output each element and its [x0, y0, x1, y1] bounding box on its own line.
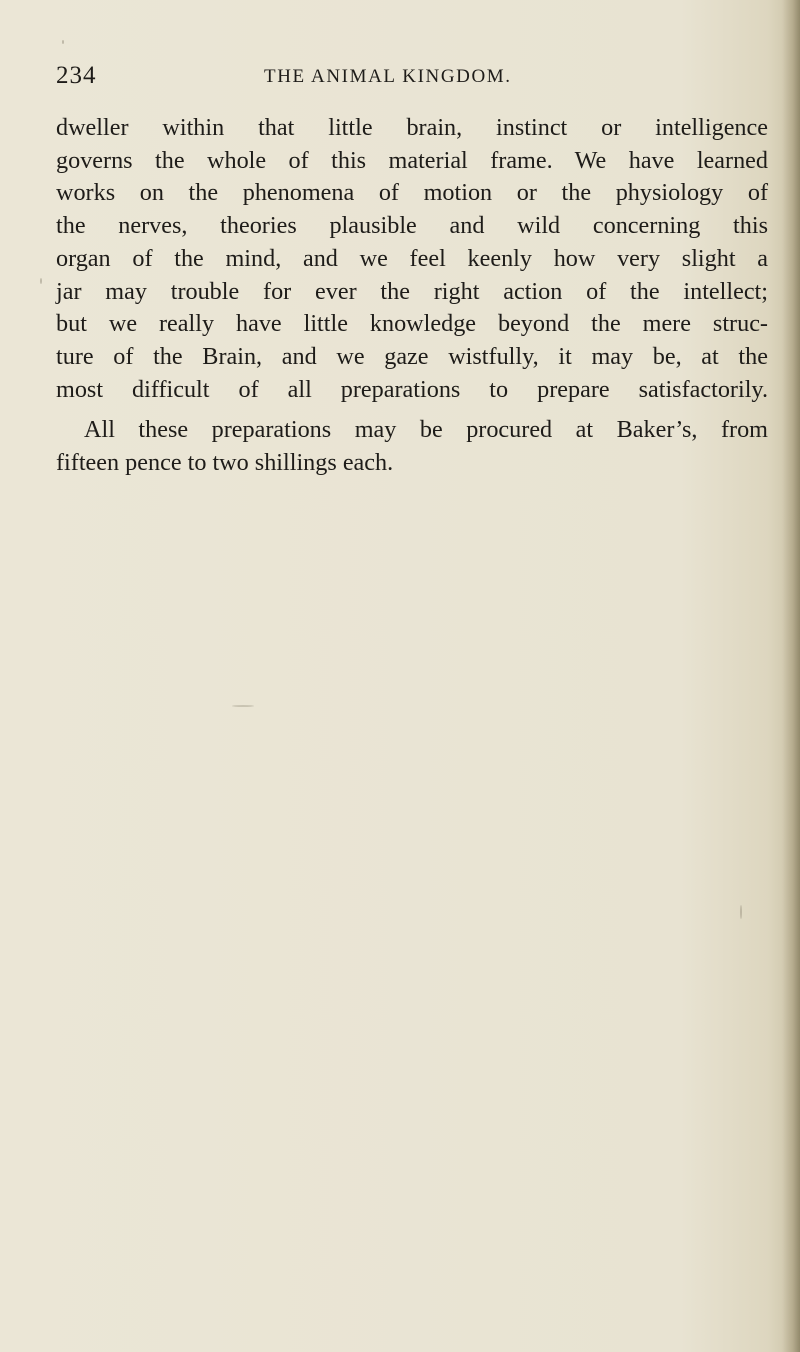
- text-line: governs the whole of this material frame. We have learned: [56, 146, 768, 174]
- page-edge-shadow: [782, 0, 800, 1352]
- text-line: works on the phenomena of motion or the physiology of: [56, 179, 768, 207]
- body-text: [56, 112, 768, 480]
- text-line: ture of the Brain, and we gaze wistfully, it may be, at the: [56, 342, 768, 370]
- text-line: most difficult of all preparations to prepare satisfactorily.: [56, 375, 768, 403]
- paper-speck: [62, 40, 64, 44]
- running-title: THE ANIMAL KINGDOM.: [264, 66, 512, 87]
- text-line: but we really have little knowledge beyond the mere struc-: [56, 310, 768, 338]
- text-line: dweller within that little brain, instinct or intelligence: [56, 114, 768, 141]
- text-line: All these preparations may be procured at Baker’s, from: [84, 416, 768, 444]
- paragraph-2: [56, 414, 768, 479]
- text-line: jar may trouble for ever the right action of the intellect;: [56, 277, 768, 305]
- page-number: 234: [56, 62, 97, 89]
- paragraph-gap: [56, 406, 768, 414]
- paper-speck: [740, 905, 742, 919]
- paper-speck: [232, 705, 254, 707]
- text-line: fifteen pence to two shillings each.: [56, 449, 394, 477]
- text-line: the nerves, theories plausible and wild concerning this: [56, 212, 768, 240]
- page-header: [56, 62, 756, 98]
- text-line: organ of the mind, and we feel keenly how very slight a: [56, 244, 768, 272]
- paper-speck: [40, 278, 42, 284]
- paragraph-1: [56, 112, 768, 406]
